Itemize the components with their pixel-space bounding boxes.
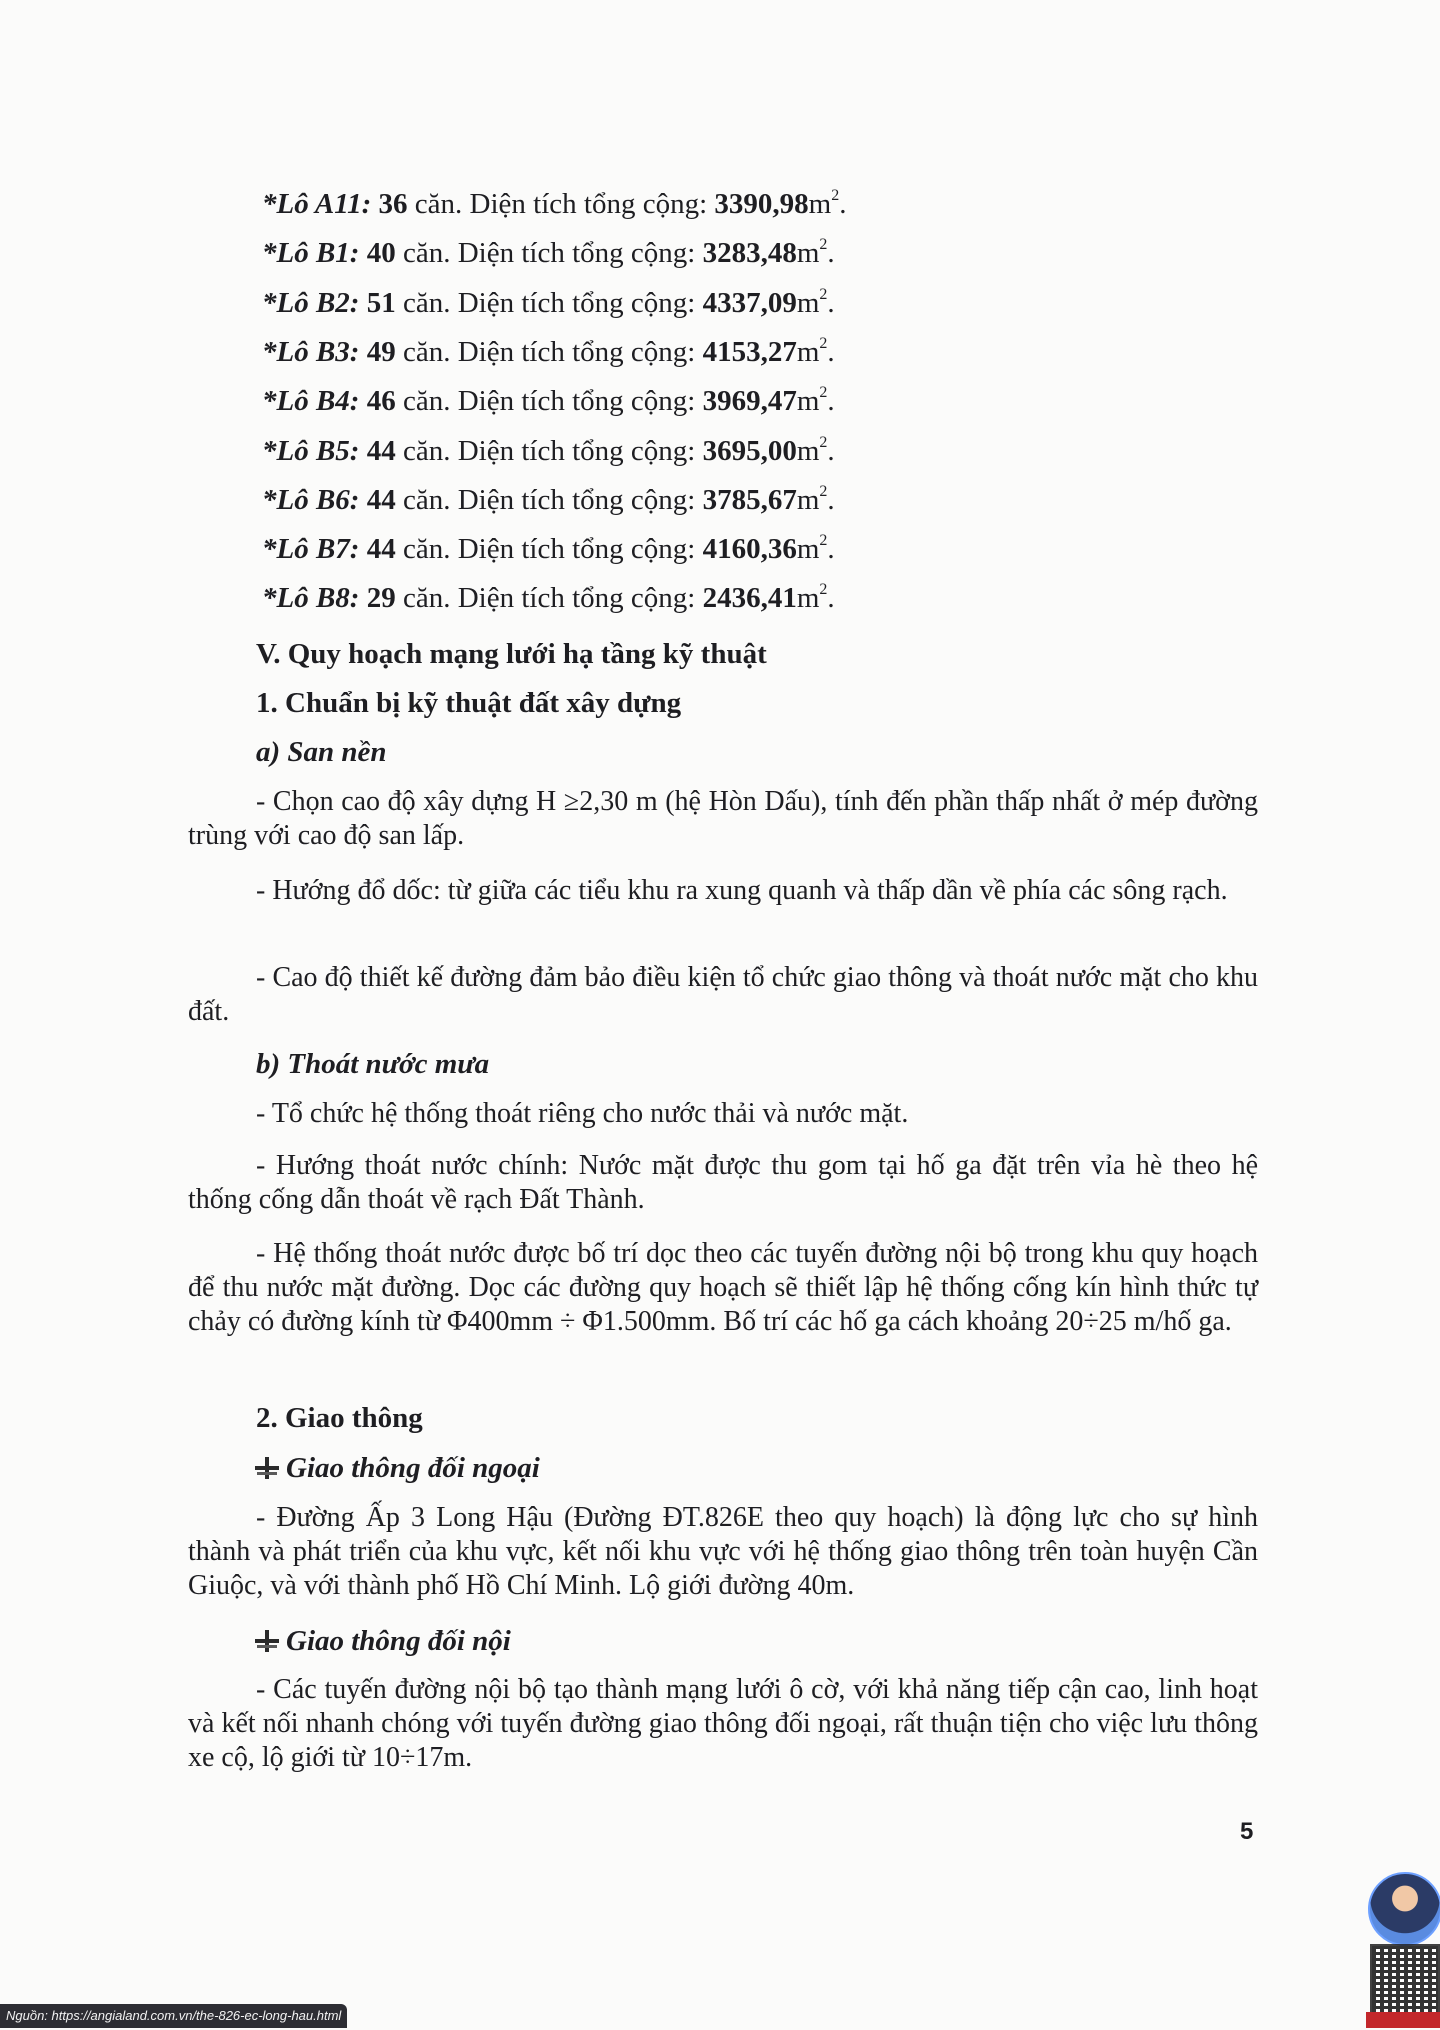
lot-description: căn. Diện tích tổng cộng: (414, 188, 708, 220)
subheading-internal-label: Giao thông đối nội (286, 1625, 511, 1657)
lot-count: 44 (366, 434, 396, 467)
lot-item (262, 433, 835, 469)
lot-label: *Lô B2: (262, 286, 360, 319)
lot-area: 4160,36 (702, 533, 797, 566)
lot-item (262, 482, 835, 518)
lot-area: 3969,47 (702, 385, 797, 418)
subheading-external-traffic (252, 1450, 540, 1486)
lot-count: 44 (366, 483, 396, 516)
lot-label: *Lô B5: (262, 434, 360, 467)
lot-count: 49 (366, 335, 396, 368)
lot-period: . (827, 237, 835, 270)
lot-item (262, 334, 835, 370)
lot-unit-exponent: 2 (819, 334, 828, 352)
lot-unit-exponent: 2 (819, 482, 828, 500)
lot-unit-exponent: 2 (819, 581, 828, 599)
paragraph-b3: - Hệ thống thoát nước được bố trí dọc theo các tuyến đường nội bộ trong khu quy hoạch để thu nước mặt đường. Dọc các đường quy hoạch sẽ thiết lập hệ thống cống kín hình thức tự chảy có đường kính từ Φ400mm ÷ Φ1.500mm. Bố trí các hố ga cách khoảng 20÷25 m/hố ga. (188, 1238, 1258, 1337)
lot-description: căn. Diện tích tổng cộng: (402, 237, 696, 270)
subheading-b: b) Thoát nước mưa (256, 1048, 490, 1080)
paragraph-a2: - Hướng đổ dốc: từ giữa các tiểu khu ra xung quanh và thấp dần về phía các sông rạch. (256, 875, 1228, 906)
agent-avatar[interactable] (1368, 1872, 1440, 1946)
paragraph-a1: - Chọn cao độ xây dựng H ≥2,30 m (hệ Hòn Dấu), tính đến phần thấp nhất ở mép đường trùng với cao độ san lấp. (188, 786, 1258, 851)
lot-period: . (839, 188, 847, 220)
lot-period: . (827, 533, 835, 566)
paragraph-a3: - Cao độ thiết kế đường đảm bảo điều kiện tổ chức giao thông và thoát nước mặt cho khu đất. (188, 962, 1258, 1027)
lot-description: căn. Diện tích tổng cộng: (402, 533, 696, 566)
lot-unit-exponent: 2 (819, 384, 828, 402)
lot-label: *Lô A11: (262, 188, 372, 220)
lot-period: . (827, 385, 835, 418)
lot-count: 51 (366, 286, 396, 319)
arrow-down-bullet-icon (252, 1628, 282, 1654)
paragraph-b1: - Tổ chức hệ thống thoát riêng cho nước thải và nước mặt. (256, 1098, 909, 1129)
lot-description: căn. Diện tích tổng cộng: (402, 385, 696, 418)
lot-period: . (827, 335, 835, 368)
source-link[interactable]: Nguồn: https://angialand.com.vn/the-826-ec-long-hau.html (0, 2004, 347, 2028)
page-number: 5 (1240, 1818, 1254, 1845)
lot-description: căn. Diện tích tổng cộng: (402, 483, 696, 516)
lot-area: 3390,98 (714, 188, 809, 220)
lot-unit: m (796, 434, 820, 467)
lot-count: 29 (366, 582, 396, 615)
lot-description: căn. Diện tích tổng cộng: (402, 582, 696, 615)
paragraph-external-traffic: - Đường Ấp 3 Long Hậu (Đường ĐT.826E theo quy hoạch) là động lực cho sự hình thành và phát triển của khu vực, kết nối khu vực với hệ thống giao thông trên toàn huyện Cần Giuộc, và với thành phố Hồ Chí Minh. Lộ giới đường 40m. (188, 1502, 1258, 1601)
paragraph-b2: - Hướng thoát nước chính: Nước mặt được thu gom tại hố ga đặt trên vỉa hè theo hệ thống cống dẫn thoát về rạch Đất Thành. (188, 1150, 1258, 1215)
lot-unit: m (796, 335, 820, 368)
lot-label: *Lô B8: (262, 582, 360, 615)
subheading-external-label: Giao thông đối ngoại (286, 1452, 540, 1484)
qr-label-strip (1366, 2012, 1440, 2028)
section-heading-v: V. Quy hoạch mạng lưới hạ tầng kỹ thuật (256, 638, 767, 670)
section-heading-2: 2. Giao thông (256, 1402, 423, 1434)
lot-area: 4153,27 (702, 335, 797, 368)
section-heading-1: 1. Chuẩn bị kỹ thuật đất xây dựng (256, 687, 682, 719)
lot-unit-exponent: 2 (819, 236, 828, 254)
lot-unit: m (796, 286, 820, 319)
lot-item (262, 383, 835, 419)
lot-label: *Lô B6: (262, 483, 360, 516)
qr-code[interactable] (1370, 1944, 1440, 2014)
lot-unit: m (796, 483, 820, 516)
lot-label: *Lô B3: (262, 335, 360, 368)
lot-period: . (827, 582, 835, 615)
lot-count: 40 (366, 237, 396, 270)
lot-label: *Lô B4: (262, 385, 360, 418)
lot-area: 3283,48 (702, 237, 797, 270)
lot-label: *Lô B7: (262, 533, 360, 566)
lot-item (262, 531, 835, 567)
lot-description: căn. Diện tích tổng cộng: (402, 335, 696, 368)
lot-item (262, 235, 835, 271)
subheading-internal-traffic (252, 1623, 511, 1659)
lot-unit-exponent: 2 (819, 532, 828, 550)
arrow-down-bullet-icon (252, 1455, 282, 1481)
lot-unit: m (796, 582, 820, 615)
lot-period: . (827, 286, 835, 319)
lot-count: 46 (366, 385, 396, 418)
paragraph-internal-traffic: - Các tuyến đường nội bộ tạo thành mạng lưới ô cờ, với khả năng tiếp cận cao, linh hoạt và kết nối nhanh chóng với tuyến đường giao thông đối ngoại, rất thuận tiện cho việc lưu thông xe cộ, lộ giới từ 10÷17m. (188, 1674, 1258, 1773)
lot-area: 4337,09 (702, 286, 797, 319)
lot-description: căn. Diện tích tổng cộng: (402, 286, 696, 319)
lot-item (262, 186, 846, 222)
lot-item (262, 285, 835, 321)
lot-unit: m (808, 188, 832, 220)
lot-item (262, 580, 835, 616)
lot-area: 3695,00 (702, 434, 797, 467)
lot-description: căn. Diện tích tổng cộng: (402, 434, 696, 467)
lot-count: 36 (378, 188, 408, 220)
lot-area: 3785,67 (702, 483, 797, 516)
lot-unit: m (796, 385, 820, 418)
lot-unit-exponent: 2 (831, 187, 840, 204)
lot-unit-exponent: 2 (819, 285, 828, 303)
lot-unit: m (796, 533, 820, 566)
lot-period: . (827, 483, 835, 516)
subheading-a: a) San nền (256, 736, 387, 768)
lot-count: 44 (366, 533, 396, 566)
lot-unit-exponent: 2 (819, 433, 828, 451)
lot-area: 2436,41 (702, 582, 797, 615)
lot-label: *Lô B1: (262, 237, 360, 270)
lot-unit: m (796, 237, 820, 270)
lot-period: . (827, 434, 835, 467)
